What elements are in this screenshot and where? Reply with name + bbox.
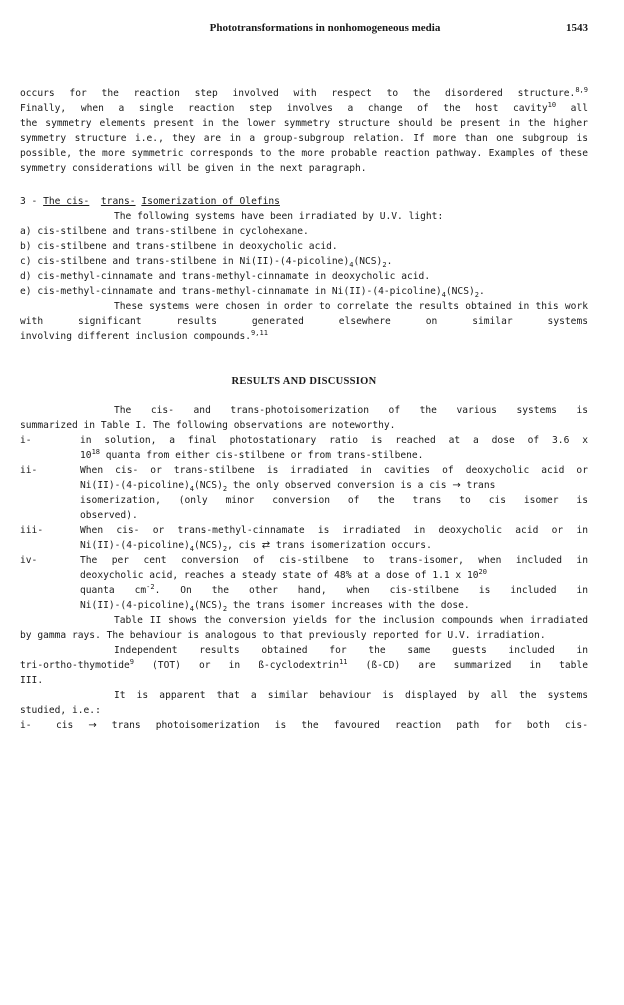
right-arrow-icon: → xyxy=(452,480,461,491)
list-item: d) cis-methyl-cinnamate and trans-methyl-cinnamate in deoxycholic acid. xyxy=(20,271,431,282)
section-3-closing-end: involving different inclusion compounds.$^{9,11}$ xyxy=(20,328,268,342)
results-intro-1: The cis- and trans-photoisomerization of the various systems is xyxy=(114,405,588,416)
observation-i: i- in solution, a final photostationary ratio is reached at a dose of 3.6 x $10^{18}$ quanta from either cis-stilbene or from trans-stilbene. xyxy=(20,435,588,461)
final-observation: i- cis → trans photoisomerization is the favoured reaction path for both cis- xyxy=(20,720,588,731)
list-item: a) cis-stilbene and trans-stilbene in cyclohexane. xyxy=(20,226,309,237)
section-3-heading: 3 - The cis- trans- Isomerization of Olefins xyxy=(20,196,280,207)
apparent-paragraph-2: studied, i.e.: xyxy=(20,705,101,716)
intro-line-1: occurs for the reaction step involved with respect to the disordered structure.$^{8,9}$ xyxy=(20,85,588,99)
apparent-paragraph-1: It is apparent that a similar behaviour is displayed by all the systems xyxy=(114,690,588,701)
article-body xyxy=(20,86,588,733)
section-3-intro: The following systems have been irradiated by U.V. light: xyxy=(114,211,444,222)
running-title: Phototransformations in nonhomogeneous media xyxy=(209,22,441,34)
list-item: b) cis-stilbene and trans-stilbene in deoxycholic acid. xyxy=(20,241,338,252)
observation-ii: ii- When cis- or trans-stilbene is irradiated in cavities of deoxycholic acid or $Ni(II)-(4-picoline)_4(NCS)_2$ the only observed conversion is a cis → trans isomerization, (only minor conversion of the trans to cis isomer is observed). xyxy=(20,465,588,521)
page-number: 1543 xyxy=(566,22,588,34)
results-heading: RESULTS AND DISCUSSION xyxy=(231,376,377,387)
observation-iii: iii- When cis- or trans-methyl-cinnamate is irradiated in deoxycholic acid or in $Ni(II)-(4-picoline)_4(NCS)_2$, cis ⇄ trans isomerization occurs. xyxy=(20,525,588,553)
section-3-closing: These systems were chosen in order to correlate the results obtained in this work with significant results generated elsewhere on similar systems xyxy=(20,301,588,327)
independent-results-3: III. xyxy=(20,675,44,686)
equilibrium-arrow-icon: ⇄ xyxy=(261,540,271,551)
intro-line-2: Finally, when a single reaction step involves a change of the host cavity$^{10}$ all xyxy=(20,100,588,114)
intro-paragraph: the symmetry elements present in the lower symmetry structure should be present in the higher symmetry structure i.e., they are in a group-subgroup relation. If more than one subgroup is possible, the more symmetric corresponds to the more probable reaction pathway. Examples of these symmetry considerations will be given in the next paragraph. xyxy=(20,118,588,174)
page-header xyxy=(0,20,624,38)
list-item: e) cis-methyl-cinnamate and trans-methyl-cinnamate in $Ni(II)-(4-picoline)_4(NCS)_2$. xyxy=(20,286,485,299)
independent-results-2: tri-ortho-thymotide$^9$ (TOT) or in ß-cyclodextrin$^{11}$ (ß-CD) are summarized in table xyxy=(20,657,589,671)
results-intro-2: summarized in Table I. The following observations are noteworthy. xyxy=(20,420,396,431)
table-2-paragraph: Table II shows the conversion yields for the inclusion compounds when irradiated by gamma rays. The behaviour is analogous to that previously reported for U.V. irradiation. xyxy=(20,615,588,641)
right-arrow-icon: → xyxy=(88,720,97,731)
independent-results-1: Independent results obtained for the same guests included in xyxy=(114,645,588,656)
list-item: c) cis-stilbene and trans-stilbene in $Ni(II)-(4-picoline)_4(NCS)_2$. xyxy=(20,256,393,269)
observation-iv: iv- The per cent conversion of cis-stilbene to trans-isomer, when included in deoxycholic acid, reaches a steady state of 48% at a dose of 1.1 x $10^{20}$ quanta $cm^{-2}$. On the other hand, when cis-stilbene is included in $Ni(II)-(4-picoline)_4(NCS)_2$ the trans isomer increases with the dose. xyxy=(20,555,589,613)
systems-list xyxy=(20,224,588,299)
